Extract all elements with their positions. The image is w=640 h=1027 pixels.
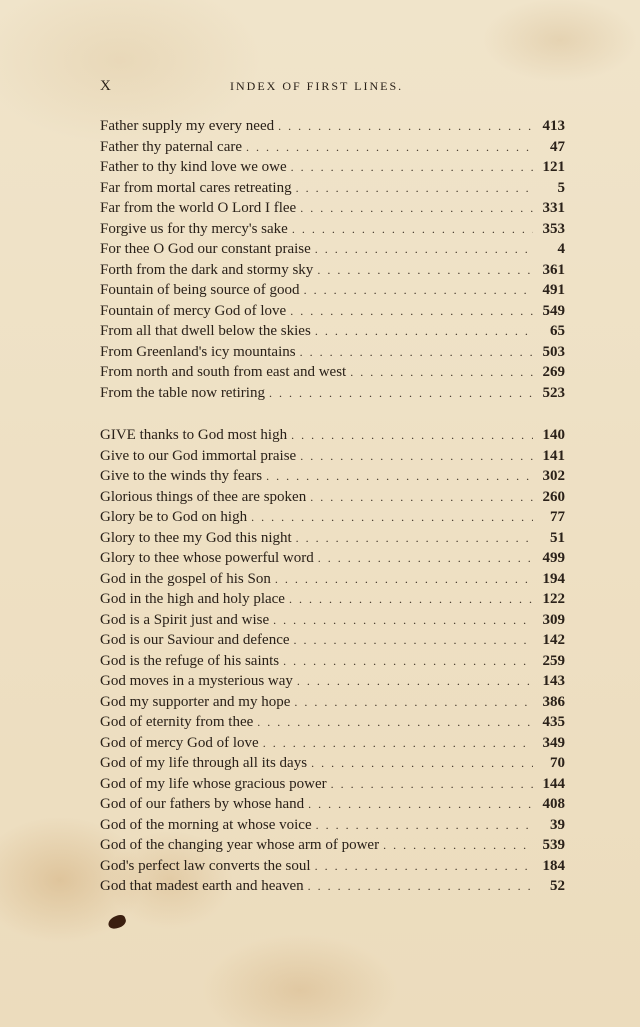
dot-leader <box>318 548 533 569</box>
hymn-number: 435 <box>542 714 565 730</box>
hymn-number: 503 <box>542 343 565 360</box>
dot-leader <box>251 507 533 528</box>
dot-leader <box>246 137 533 158</box>
index-entry <box>100 116 565 137</box>
index-entry <box>100 589 565 610</box>
first-line-text: For thee O God our constant praise <box>100 241 311 257</box>
first-line-text: Father thy paternal care <box>100 138 243 155</box>
hymn-number: 302 <box>542 468 565 484</box>
index-entry <box>100 301 565 322</box>
dot-leader <box>300 446 533 467</box>
dot-leader <box>291 157 533 178</box>
index-entry <box>100 671 565 692</box>
hymn-number: 408 <box>542 796 565 812</box>
dot-leader <box>315 856 533 877</box>
first-line-text: GIVE thanks to God most high <box>100 427 288 443</box>
hymn-number: 184 <box>542 857 565 874</box>
hymn-number: 499 <box>542 550 565 566</box>
hymn-number: 140 <box>542 427 565 443</box>
index-section-f <box>100 116 565 403</box>
first-line-text: From all that dwell below the skies <box>100 323 311 339</box>
first-line-text: God of our fathers by whose hand <box>100 796 305 812</box>
dot-leader <box>289 589 533 610</box>
dot-leader <box>275 569 533 590</box>
first-line-text: God moves in a mysterious way <box>100 673 293 689</box>
dot-leader <box>290 301 533 322</box>
first-line-text: Give to the winds thy fears <box>100 468 263 484</box>
first-line-text: Give to our God immortal praise <box>100 447 297 464</box>
dot-leader <box>317 260 533 281</box>
first-line-text: From Greenland's icy mountains <box>100 343 296 360</box>
dot-leader <box>331 774 533 795</box>
index-entry <box>100 157 565 178</box>
hymn-number: 386 <box>542 693 565 710</box>
hymn-number: 4 <box>557 241 565 257</box>
index-entry <box>100 446 565 467</box>
dot-leader <box>291 425 533 446</box>
first-line-text: God is our Saviour and defence <box>100 632 290 648</box>
index-entry <box>100 342 565 363</box>
dot-leader <box>383 835 533 856</box>
index-entry <box>100 198 565 219</box>
hymn-number: 141 <box>542 447 565 464</box>
hymn-number: 491 <box>542 282 565 298</box>
index-entry <box>100 876 565 897</box>
hymn-number: 143 <box>542 673 565 689</box>
first-line-text: God's perfect law converts the soul <box>100 857 311 874</box>
dot-leader <box>308 794 533 815</box>
first-line-text: Forgive us for thy mercy's sake <box>100 220 288 237</box>
hymn-number: 121 <box>542 159 565 175</box>
index-entry <box>100 487 565 508</box>
dot-leader <box>263 733 533 754</box>
first-line-text: From north and south from east and west <box>100 364 347 380</box>
hymn-number: 5 <box>557 179 565 196</box>
first-line-text: God in the gospel of his Son <box>100 570 271 587</box>
first-line-text: God of eternity from thee <box>100 714 254 730</box>
index-section-g <box>100 425 565 897</box>
index-entry <box>100 548 565 569</box>
first-line-text: Father to thy kind love we owe <box>100 159 287 175</box>
hymn-number: 70 <box>550 755 565 771</box>
first-line-text: Far from the world O Lord I flee <box>100 200 297 216</box>
dot-leader <box>278 116 533 137</box>
index-entry <box>100 425 565 446</box>
dot-leader <box>304 280 533 301</box>
dot-leader <box>316 815 533 836</box>
hymn-number: 539 <box>542 837 565 853</box>
hymn-number: 52 <box>550 878 565 894</box>
hymn-number: 309 <box>542 611 565 628</box>
hymn-number: 549 <box>542 302 565 319</box>
index-entry <box>100 692 565 713</box>
dot-leader <box>300 198 533 219</box>
dot-leader <box>296 178 533 199</box>
hymn-number: 47 <box>550 138 565 155</box>
dot-leader <box>269 383 533 404</box>
first-line-text: Fountain of mercy God of love <box>100 302 287 319</box>
page-header <box>100 78 565 98</box>
page-number: X <box>100 78 112 94</box>
index-entry <box>100 383 565 404</box>
dot-leader <box>294 692 533 713</box>
hymn-number: 353 <box>542 220 565 237</box>
first-line-text: Forth from the dark and stormy sky <box>100 261 314 278</box>
first-line-text: God of the morning at whose voice <box>100 816 312 833</box>
first-line-text: God of my life whose gracious power <box>100 775 327 792</box>
first-line-text: Fountain of being source of good <box>100 282 300 298</box>
index-entry <box>100 712 565 733</box>
hymn-number: 260 <box>542 488 565 505</box>
hymn-number: 361 <box>542 261 565 278</box>
dot-leader <box>296 528 533 549</box>
hymn-number: 259 <box>542 652 565 669</box>
index-entry <box>100 610 565 631</box>
hymn-number: 523 <box>542 384 565 401</box>
index-entry <box>100 362 565 383</box>
dot-leader <box>311 753 533 774</box>
first-line-text: Far from mortal cares retreating <box>100 179 292 196</box>
index-entry <box>100 321 565 342</box>
index-entry <box>100 260 565 281</box>
dot-leader <box>257 712 533 733</box>
index-entry <box>100 733 565 754</box>
first-line-text: God in the high and holy place <box>100 591 285 607</box>
first-line-text: Father supply my every need <box>100 118 275 134</box>
first-line-text: Glory to thee my God this night <box>100 529 292 546</box>
first-line-text: Glory to thee whose powerful word <box>100 550 314 566</box>
index-entry <box>100 239 565 260</box>
dot-leader <box>315 321 533 342</box>
index-entry <box>100 569 565 590</box>
dot-leader <box>350 362 533 383</box>
first-line-text: Glorious things of thee are spoken <box>100 488 307 505</box>
dot-leader <box>283 651 533 672</box>
dot-leader <box>292 219 533 240</box>
hymn-number: 39 <box>550 816 565 833</box>
index-entry <box>100 219 565 240</box>
first-line-text: God is the refuge of his saints <box>100 652 280 669</box>
hymn-number: 269 <box>542 364 565 380</box>
dot-leader <box>300 342 533 363</box>
first-line-text: God that madest earth and heaven <box>100 878 304 894</box>
hymn-number: 51 <box>550 529 565 546</box>
index-entry <box>100 794 565 815</box>
hymn-number: 413 <box>542 118 565 134</box>
dot-leader <box>315 239 533 260</box>
index-entry <box>100 178 565 199</box>
dot-leader <box>310 487 533 508</box>
dot-leader <box>297 671 533 692</box>
index-entry <box>100 528 565 549</box>
hymn-number: 142 <box>542 632 565 648</box>
index-entry <box>100 856 565 877</box>
index-entry <box>100 630 565 651</box>
dot-leader <box>266 466 533 487</box>
hymn-number: 194 <box>542 570 565 587</box>
dot-leader <box>294 630 533 651</box>
hymn-number: 65 <box>550 323 565 339</box>
index-entry <box>100 753 565 774</box>
dot-leader <box>273 610 533 631</box>
first-line-text: God my supporter and my hope <box>100 693 291 710</box>
index-entry <box>100 280 565 301</box>
index-entry <box>100 507 565 528</box>
index-entry <box>100 651 565 672</box>
ink-stain <box>106 913 127 930</box>
index-entry <box>100 835 565 856</box>
first-line-text: God of the changing year whose arm of power <box>100 837 380 853</box>
hymn-number: 331 <box>542 200 565 216</box>
first-line-text: God is a Spirit just and wise <box>100 611 270 628</box>
first-line-text: God of my life through all its days <box>100 755 308 771</box>
hymn-number: 144 <box>542 775 565 792</box>
first-line-text: God of mercy God of love <box>100 734 259 751</box>
hymn-number: 349 <box>542 734 565 751</box>
hymn-number: 122 <box>542 591 565 607</box>
index-entry <box>100 137 565 158</box>
running-title: INDEX OF FIRST LINES. <box>230 79 404 93</box>
first-line-text: Glory be to God on high <box>100 509 248 525</box>
dot-leader <box>308 876 533 897</box>
index-entry <box>100 815 565 836</box>
index-entry <box>100 774 565 795</box>
first-line-text: From the table now retiring <box>100 384 265 401</box>
index-entry <box>100 466 565 487</box>
hymn-number: 77 <box>550 509 565 525</box>
